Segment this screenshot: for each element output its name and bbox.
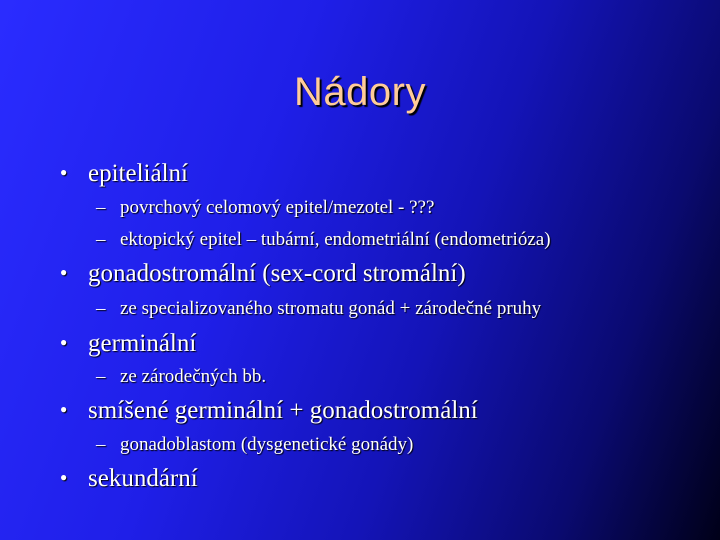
sub-item-label: gonadoblastom (dysgenetické gonády) [120,434,414,455]
bullet-item-label: smíšené germinální + gonadostromální [88,397,478,424]
bullet-item-label: gonadostromální (sex-cord stromální) [88,260,466,287]
bullet-item-label: sekundární [88,465,198,492]
bullet-icon: ● [60,469,68,484]
bullet-item-smisene [60,397,478,425]
bullet-icon: ● [60,264,68,279]
bullet-item-gonadostromalni [60,260,466,288]
sub-item [96,229,551,251]
bullet-icon: ● [60,164,68,179]
bullet-item-label: epiteliální [88,160,188,187]
sub-item [96,366,266,388]
bullet-item-label: germinální [88,330,197,357]
slide-title: Nádory [294,70,426,114]
dash-icon: – [96,366,106,387]
sub-item [96,197,434,219]
sub-item-label: povrchový celomový epitel/mezotel - ??? [120,197,435,218]
sub-item-label: ektopický epitel – tubární, endometriální (endometrióza) [120,229,551,250]
dash-icon: – [96,298,106,319]
dash-icon: – [96,434,106,455]
dash-icon: – [96,197,106,218]
sub-item [96,434,413,456]
bullet-icon: ● [60,334,68,349]
sub-item-label: ze specializovaného stromatu gonád + zárodečné pruhy [120,298,542,319]
bullet-icon: ● [60,401,68,416]
sub-item [96,298,541,320]
bullet-item-sekundarni [60,465,198,493]
bullet-item-germinalni [60,330,196,358]
sub-item-label: ze zárodečných bb. [120,366,267,387]
dash-icon: – [96,229,106,250]
bullet-item-epitelialni [60,160,188,188]
